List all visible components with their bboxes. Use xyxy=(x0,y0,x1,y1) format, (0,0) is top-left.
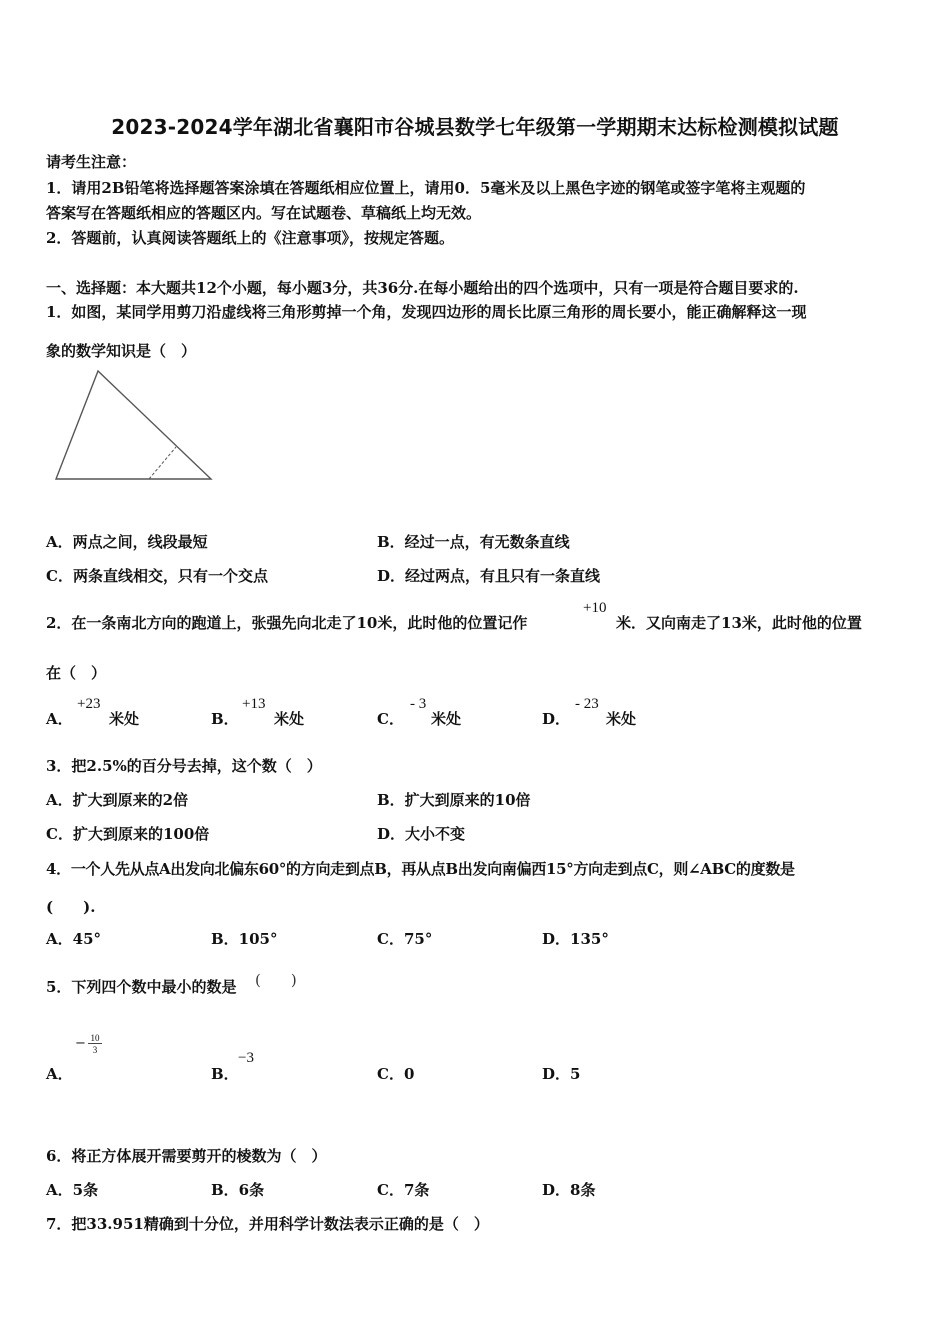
notice-heading: 请考生注意： xyxy=(46,153,137,171)
q5-option-c[interactable]: C．0 xyxy=(377,1065,415,1083)
q2-option-c-unit: 米处 xyxy=(431,710,462,728)
q4-option-b[interactable]: B．105° xyxy=(211,930,278,948)
q2-expr-plus10: +10 xyxy=(583,600,607,616)
q5-option-a-minus: − xyxy=(75,1036,86,1051)
q2-stem-cont: 米．又向南走了13米，此时他的位置 xyxy=(616,614,862,632)
q5-option-b-expr: −3 xyxy=(238,1050,254,1066)
q3-option-c[interactable]: C．扩大到原来的100倍 xyxy=(46,825,210,843)
q4-option-c[interactable]: C．75° xyxy=(377,930,433,948)
q5-stem: 5．下列四个数中最小的数是 xyxy=(46,978,237,996)
notice-line-1: 1．请用2B铅笔将选择题答案涂填在答题纸相应位置上，请用0．5毫米及以上黑色字迹的钢笔或签字笔将主观题的 xyxy=(46,179,806,197)
notice-line-1b: 答案写在答题纸相应的答题区内。写在试题卷、草稿纸上均无效。 xyxy=(46,204,482,222)
q3-option-a[interactable]: A．扩大到原来的2倍 xyxy=(46,791,189,809)
q2-stem: 2．在一条南北方向的跑道上，张强先向北走了10米，此时他的位置记作 xyxy=(46,614,528,632)
q3-stem: 3．把2.5%的百分号去掉，这个数（ ） xyxy=(46,757,322,775)
triangle-outline xyxy=(56,371,211,479)
q3-option-d[interactable]: D．大小不变 xyxy=(377,825,466,843)
q4-stem-cont: ( ). xyxy=(46,898,96,916)
q2-option-a-unit: 米处 xyxy=(109,710,140,728)
q6-option-d[interactable]: D．8条 xyxy=(542,1181,596,1199)
q2-option-b-expr: +13 xyxy=(242,696,266,712)
q5-option-a-label[interactable]: A． xyxy=(46,1065,73,1083)
q5-option-a-denominator: 3 xyxy=(92,1045,98,1055)
q6-stem: 6．将正方体展开需要剪开的棱数为（ ） xyxy=(46,1147,327,1165)
q6-option-a[interactable]: A．5条 xyxy=(46,1181,99,1199)
q1-option-a[interactable]: A．两点之间，线段最短 xyxy=(46,533,208,551)
page-title: 2023-2024学年湖北省襄阳市谷城县数学七年级第一学期期末达标检测模拟试题 xyxy=(111,115,839,139)
q5-paren: ( ) xyxy=(255,971,297,989)
q1-option-d[interactable]: D．经过两点，有且只有一条直线 xyxy=(377,567,601,585)
q5-option-a-numerator: 10 xyxy=(88,1034,102,1044)
q4-option-d[interactable]: D．135° xyxy=(542,930,609,948)
q2-option-c-expr: - 3 xyxy=(410,696,427,712)
q6-option-b[interactable]: B．6条 xyxy=(211,1181,265,1199)
q2-option-d-unit: 米处 xyxy=(606,710,637,728)
q5-option-b-label[interactable]: B． xyxy=(211,1065,239,1083)
section-heading: 一、选择题：本大题共12个小题，每小题3分，共36分.在每小题给出的四个选项中，只有一项是符合题目要求的. xyxy=(46,279,799,297)
q2-option-b-unit: 米处 xyxy=(274,710,305,728)
triangle-figure xyxy=(50,366,220,486)
q7-stem: 7．把33.951精确到十分位，并用科学计数法表示正确的是（ ） xyxy=(46,1215,489,1233)
q2-option-b-label[interactable]: B． xyxy=(211,710,239,728)
q6-option-c[interactable]: C．7条 xyxy=(377,1181,430,1199)
q5-option-d[interactable]: D．5 xyxy=(542,1065,581,1083)
q4-stem: 4．一个人先从点A出发向北偏东60°的方向走到点B，再从点B出发向南偏西15°方向走到点C，则∠ABC的度数是 xyxy=(46,860,795,878)
q2-stem-end: 在（ ） xyxy=(46,664,107,682)
q1-stem: 1．如图，某同学用剪刀沿虚线将三角形剪掉一个角，发现四边形的周长比原三角形的周长要小，能正确解释这一现 xyxy=(46,303,807,321)
q4-option-a[interactable]: A．45° xyxy=(46,930,102,948)
q1-option-b[interactable]: B．经过一点，有无数条直线 xyxy=(377,533,570,551)
q2-option-a-label[interactable]: A． xyxy=(46,710,73,728)
q2-option-d-label[interactable]: D． xyxy=(542,710,571,728)
q2-option-a-expr: +23 xyxy=(77,696,101,712)
cut-dashed-line xyxy=(149,447,176,479)
q2-option-d-expr: - 23 xyxy=(575,696,599,712)
q3-option-b[interactable]: B．扩大到原来的10倍 xyxy=(377,791,531,809)
q1-stem-cont: 象的数学知识是（ ） xyxy=(46,342,197,360)
q2-option-c-label[interactable]: C． xyxy=(377,710,404,728)
q1-option-c[interactable]: C．两条直线相交，只有一个交点 xyxy=(46,567,268,585)
notice-line-2: 2．答题前，认真阅读答题纸上的《注意事项》，按规定答题。 xyxy=(46,229,454,247)
